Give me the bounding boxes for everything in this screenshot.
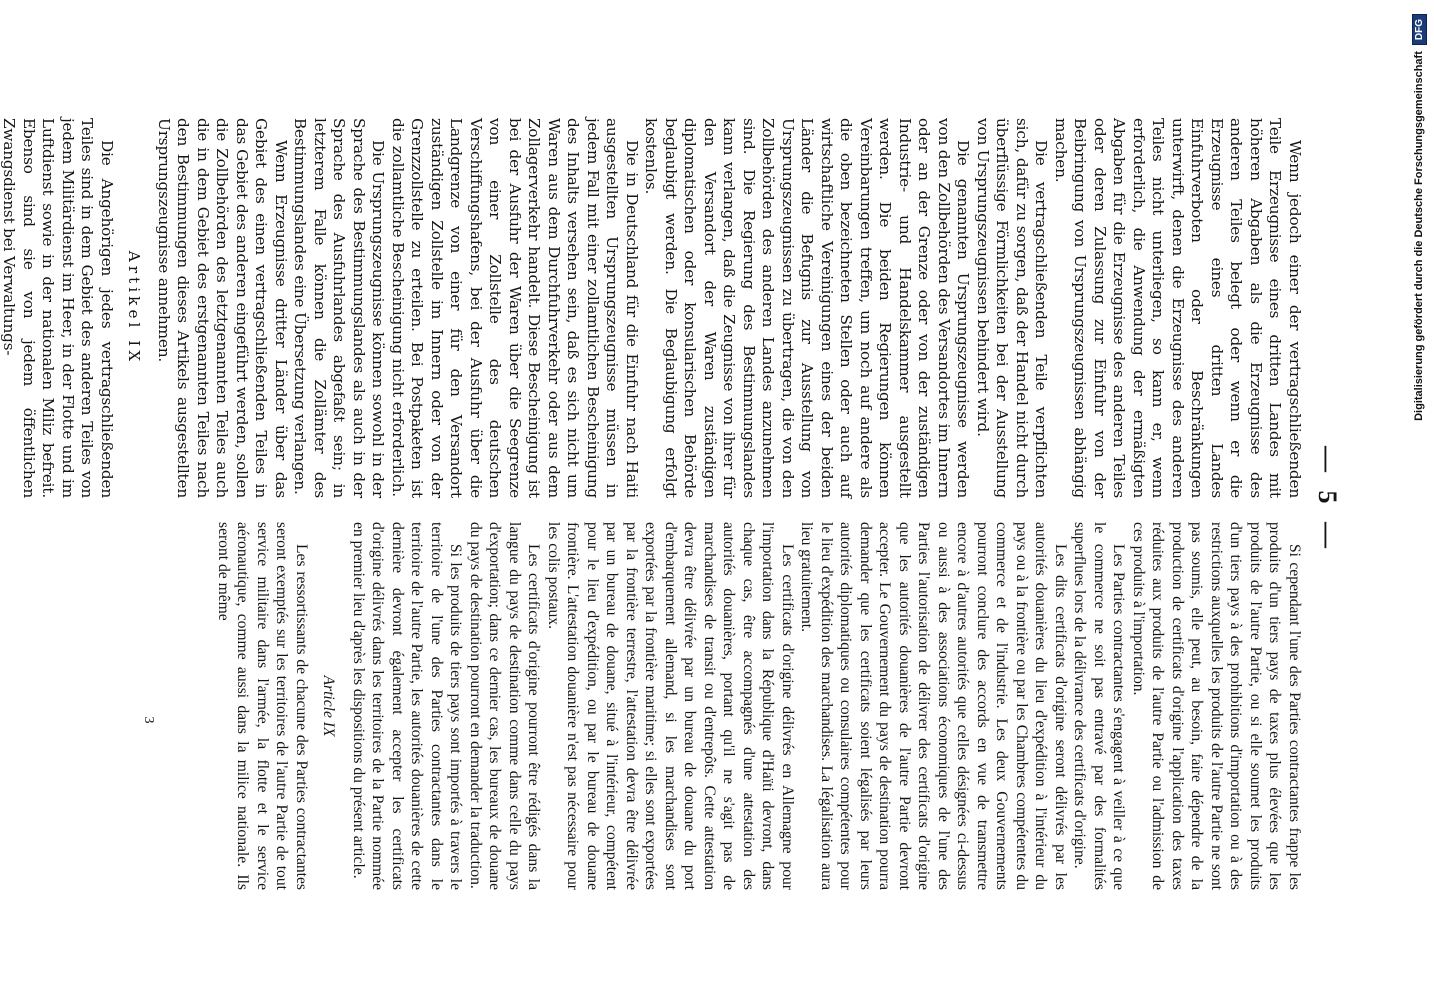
german-paragraph: Die in Deutschland für die Einfuhr nach Haiti ausgestellten Ursprungszeugnisse müssen in jedem Fall mit einer zollamtlichen Bescheinigung des Inhalts versehen sein, daß es sich nicht um Waren aus dem Durchfuhrverkehr oder aus dem Zollagerverkehr handelt. Diese Bescheinigung ist bei der Ausfuhr der Waren über die Seegrenze von einer Zollstelle des deutschen Verschiffungshafens, bei der Ausfuhr über die Landgrenze von einer für den Versandort zuständigen Zollstelle im Innern oder von der Grenzzollstelle zu erteilen. Bei Postpaketen ist die zollamtliche Bescheinigung nicht erforderlich. (389, 118, 641, 498)
french-paragraph: Si cependant l'une des Parties contractantes frappe les produits d'un tiers pays de taxes plus élevées que les produits de l'autre Partie, ou si elle soumet les produits d'un tiers pays à des prohibitions d'importation ou à des restrictions auxquelles les produits de l'autre Partie ne sont pas soumis, elle peut, au besoin, faire dépendre de la production de certificats d'origine l'application des taxes réduites aux produits de l'autre Partie ou l'admission de ces produits à l'importation. (1130, 522, 1303, 890)
french-paragraph: Les dits certificats d'origine seront délivrés par les autorités douanières du lieu d'expédition à l'intérieur du pays ou à la frontière ou par les Chambres compétentes du commerce et de l'industrie. Les deux Gouvernements pourront conclure des accords en vue de transmettre encore à d'autres autorités que celles désignées ci-dessus ou aussi à des associations économiques de l'une des Parties l'autorisation de délivrer des certificats d'origine que les autorités douanières de l'autre Partie devront accepter. Le Gouvernement du pays de destination pourra demander que les certificats soient légalisés par leurs autorités diplomatiques ou consulaires compétentes pour le lieu d'expédition des marchandises. La légalisation aura lieu gratuitement. (798, 522, 1069, 890)
footer-page-number: 3 (141, 716, 156, 724)
german-paragraph: Die Angehörigen jedes vertragschließenden Teiles sind in dem Gebiet des anderen Teiles von jedem Militärdienst im Heer, in der Flotte und im Luftdienst sowie in der nationalen Miliz befreit. Ebenso sind sie von jedem öffentlichen Zwangsdienst bei Verwaltungs- (0, 118, 116, 498)
german-paragraph: Wenn Erzeugnisse dritter Länder über das Gebiet des einen vertragschließenden Teiles in das Gebiet des anderen eingeführt werden, sollen die Zollbehörden des letztgenannten Teiles auch die in dem Gebiet des erstgenannten Teiles nach den Bestimmungen dieses Artikels ausgestellten Ursprungszeugnisse annehmen. (155, 118, 290, 498)
german-paragraph: Wenn jedoch einer der vertragschließenden Teile Erzeugnisse eines dritten Landes mit höheren Abgaben als die Erzeugnisse des anderen Teiles belegt oder wenn er die Erzeugnisse eines dritten Landes Einfuhrverboten oder Beschränkungen unterwirft, denen die Erzeugnisse des anderen Teiles nicht unterliegen, so kann er, wenn erforderlich, die Anwendung der ermäßigten Abgaben für die Erzeugnisse des anderen Teiles oder deren Zulassung zur Einfuhr von der Beibringung von Ursprungszeugnissen abhängig machen. (1052, 118, 1304, 498)
dfg-logo: DFG (1412, 14, 1427, 45)
french-paragraph: Les certificats d'origine délivrés en Allemagne pour l'importation dans la République d'Haïti devront, dans chaque cas, être accompagnés d'une attestation des autorités douanières, portant qu'il ne s'agit pas de marchandises de transit ou d'entrepôts. Cette attestation devra être délivrée par un bureau de douane du port d'embarquement allemand, si les marchandises sont exportées par la frontière maritime; si elles sont exportées par la frontière terrestre, l'attestation devra être délivrée par un bureau de douane, situé à l'intérieur, compétent pour le lieu d'expédition, ou par le bureau de douane frontière. L'attestation douanière n'est pas nécessaire pour les colis postaux. (545, 522, 796, 890)
german-column (0, 118, 1304, 498)
french-paragraph: Si les produits de tiers pays sont importés à travers le territoire de l'une des Parties contractantes dans le territoire de l'autre Partie, les autorités douanières de cette dernière devront également accepter les certificats d'origine délivrés dans les territoires de la Partie nommée en premier lieu d'après les dispositions du présent article. (350, 522, 465, 890)
page-number: — 5 — (1313, 446, 1342, 554)
french-article-heading: Article IX (320, 675, 338, 737)
digitization-footer (1404, 0, 1434, 1000)
german-paragraph: Die genannten Ursprungszeugnisse werden von den Zollbehörden des Versandortes im Innern oder an der Grenze oder von der zuständigen Industrie- und Handelskammer ausgestellt werden. Die beiden Regierungen können Vereinbarungen treffen, um noch auf andere als die oben bezeichneten Stellen oder auch auf wirtschaftliche Vereinigungen eines der beiden Länder die Befugnis zur Ausstellung von Ursprungszeugnissen zu übertragen, die von den Zollbehörden des anderen Landes anzunehmen sind. Die Regierung des Bestimmungslandes kann verlangen, daß die Zeugnisse von ihrer für den Versandort der Waren zuständigen diplomatischen oder konsularischen Behörde beglaubigt werden. Die Beglaubigung erfolgt kostenlos. (642, 118, 973, 498)
german-article-heading: Artikel IX (125, 250, 144, 366)
french-paragraph: Les Parties contractantes s'engagent à veiller à ce que le commerce ne soit pas entravé par des formalités superflues lors de la délivrance des certificats d'origine. (1071, 522, 1128, 890)
german-paragraph: Die Ursprungszeugnisse können sowohl in der Sprache des Bestimmungslandes als auch in der Sprache des Ausfuhrlandes abgefaßt sein; in letzterem Falle können die Zollämter des Bestimmungslandes eine Übersetzung verlangen. (291, 118, 388, 498)
digitization-credit: Digitalisierung gefördert durch die Deutsche Forschungsgemeinschaft (1413, 51, 1425, 421)
german-paragraph: Die vertragschließenden Teile verpflichten sich, dafür zu sorgen, daß der Handel nicht durch überflüssige Förmlichkeiten bei der Ausstellung von Ursprungszeugnissen behindert wird. (974, 118, 1051, 498)
french-paragraph: Les certificats d'origine pourront être rédigés dans la langue du pays de destination comme dans celle du pays d'exportation; dans ce dernier cas, les bureaux de douane du pays de destination pourront en demander la traduction. (467, 522, 543, 890)
french-column (154, 522, 1304, 890)
french-paragraph: Les ressortissants de chacune des Parties contractantes seront exemptés sur les territoires de l'autre Partie de tout service militaire dans l'armée, la flotte et le service aéronautique, comme aussi dans la milice nationale. Ils seront de même (215, 522, 310, 890)
